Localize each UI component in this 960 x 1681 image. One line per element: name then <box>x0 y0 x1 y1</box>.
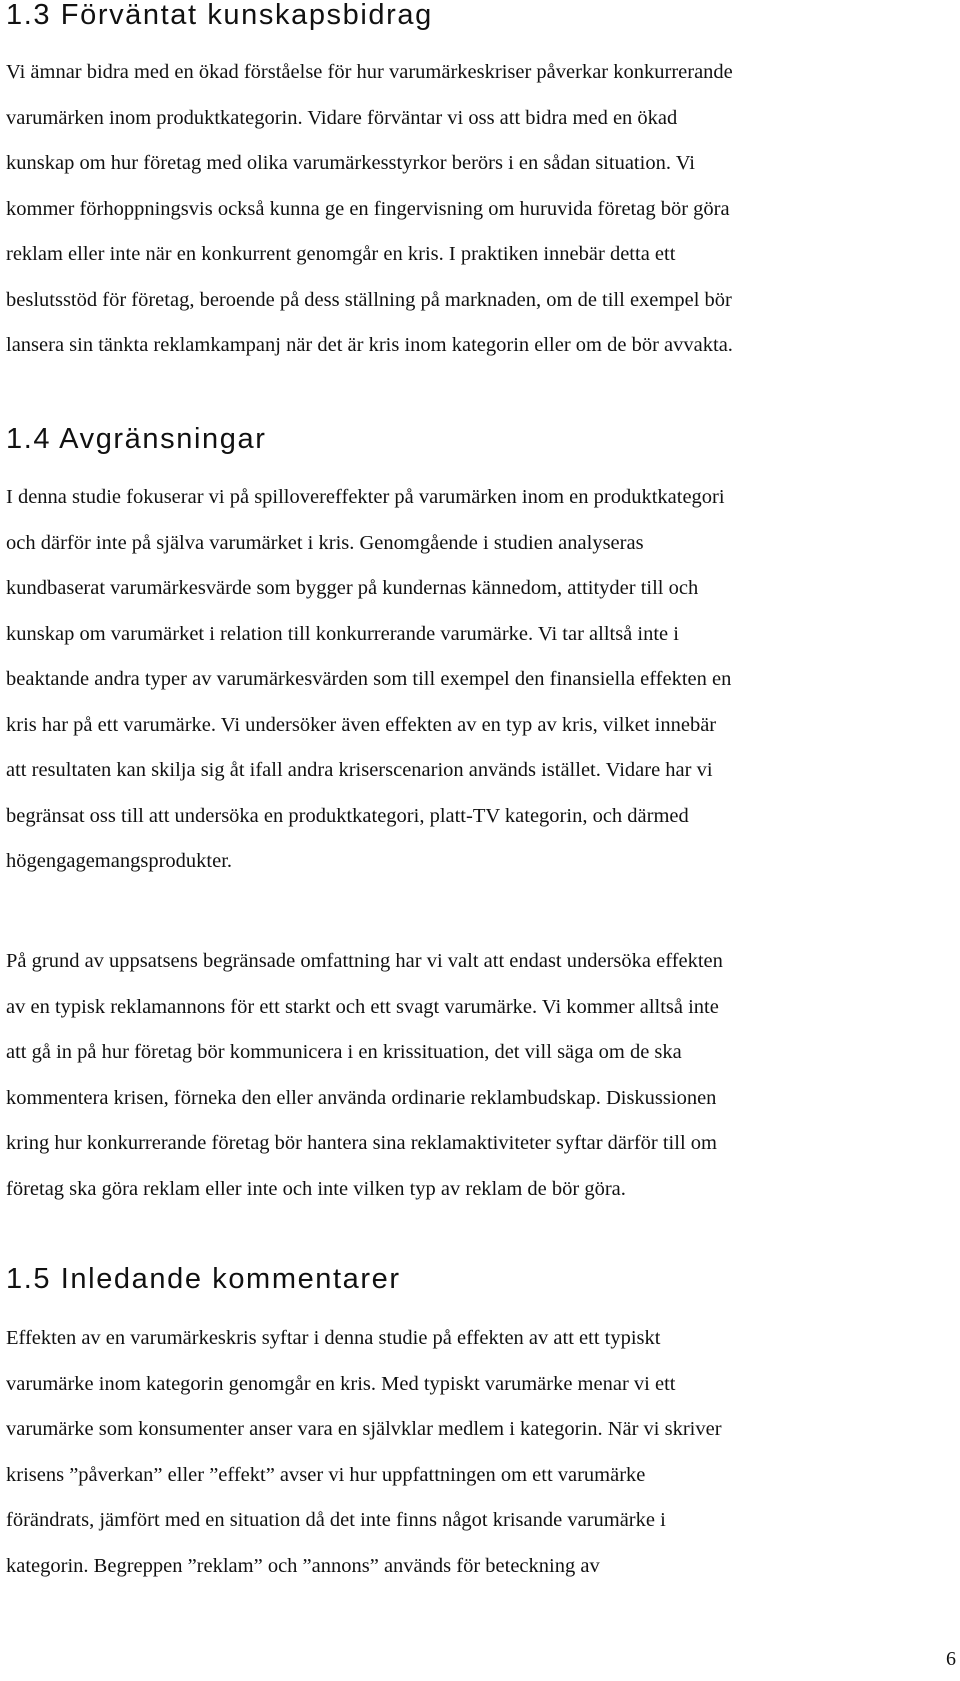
text-line: kommentera krisen, förneka den eller använda ordinarie reklambudskap. Diskussionen <box>6 1086 717 1109</box>
text-line: varumärke inom kategorin genomgår en kris. Med typiskt varumärke menar vi ett <box>6 1372 676 1395</box>
text-line: kunskap om varumärket i relation till konkurrerande varumärke. Vi tar alltså inte i <box>6 622 679 645</box>
paragraph-avgransningar-1 <box>6 475 956 885</box>
section-heading-1-4: 1.4 Avgränsningar <box>6 423 267 455</box>
text-line: av en typisk reklamannons för ett starkt och ett svagt varumärke. Vi kommer alltså inte <box>6 995 719 1018</box>
text-line: varumärke som konsumenter anser vara en självklar medlem i kategorin. När vi skriver <box>6 1418 722 1440</box>
paragraph-inledande-kommentarer <box>6 1316 956 1589</box>
text-line: På grund av uppsatsens begränsade omfattning har vi valt att endast undersöka effekten <box>6 950 723 972</box>
text-line: högengagemangsprodukter. <box>6 850 233 872</box>
text-line: att gå in på hur företag bör kommunicera i en krissituation, det vill säga om de ska <box>6 1041 682 1063</box>
text-line: att resultaten kan skilja sig åt ifall andra kriserscenarion används istället. Vidare har vi <box>6 759 713 781</box>
text-line: kundbaserat varumärkesvärde som bygger på kundernas kännedom, attityder till och <box>6 577 699 599</box>
text-line: kategorin. Begreppen ”reklam” och ”annons” används för beteckning av <box>6 1554 600 1577</box>
text-line: reklam eller inte när en konkurrent genomgår en kris. I praktiken innebär detta ett <box>6 243 676 265</box>
text-line: krisens ”påverkan” eller ”effekt” avser vi hur uppfattningen om ett varumärke <box>6 1463 646 1486</box>
text-line: beaktande andra typer av varumärkesvärden som till exempel den finansiella effekten en <box>6 668 732 690</box>
text-line: kring hur konkurrerande företag bör hantera sina reklamaktiviteter syftar därför till om <box>6 1132 717 1154</box>
text-line: I denna studie fokuserar vi på spillovereffekter på varumärken inom en produktkategori <box>6 486 725 508</box>
text-line: Effekten av en varumärkeskris syftar i denna studie på effekten av att ett typiskt <box>6 1327 661 1349</box>
paragraph-kunskapsbidrag <box>6 50 956 369</box>
page-number: 6 <box>946 1648 956 1670</box>
section-heading-1-3: 1.3 Förväntat kunskapsbidrag <box>6 0 433 31</box>
text-line: lansera sin tänkta reklamkampanj när det är kris inom kategorin eller om de bör avvakta. <box>6 334 733 356</box>
text-line: förändrats, jämfört med en situation då det inte finns något krisande varumärke i <box>6 1509 666 1531</box>
paragraph-avgransningar-2 <box>6 939 956 1212</box>
text-line: kunskap om hur företag med olika varumärkesstyrkor berörs i en sådan situation. Vi <box>6 152 695 174</box>
text-line: varumärken inom produktkategorin. Vidare förväntar vi oss att bidra med en ökad <box>6 106 678 129</box>
text-line: kris har på ett varumärke. Vi undersöker även effekten av en typ av kris, vilket innebär <box>6 713 717 736</box>
text-line: kommer förhoppningsvis också kunna ge en fingervisning om huruvida företag bör göra <box>6 197 730 220</box>
text-line: begränsat oss till att undersöka en produktkategori, platt-TV kategorin, och därmed <box>6 804 689 827</box>
text-line: beslutsstöd för företag, beroende på dess ställning på marknaden, om de till exempel bör <box>6 288 732 311</box>
section-heading-1-5: 1.5 Inledande kommentarer <box>6 1263 401 1295</box>
text-line: och därför inte på själva varumärket i kris. Genomgående i studien analyseras <box>6 531 644 554</box>
text-line: företag ska göra reklam eller inte och inte vilken typ av reklam de bör göra. <box>6 1177 626 1200</box>
text-line: Vi ämnar bidra med en ökad förståelse för hur varumärkeskriser påverkar konkurrerande <box>6 61 733 83</box>
